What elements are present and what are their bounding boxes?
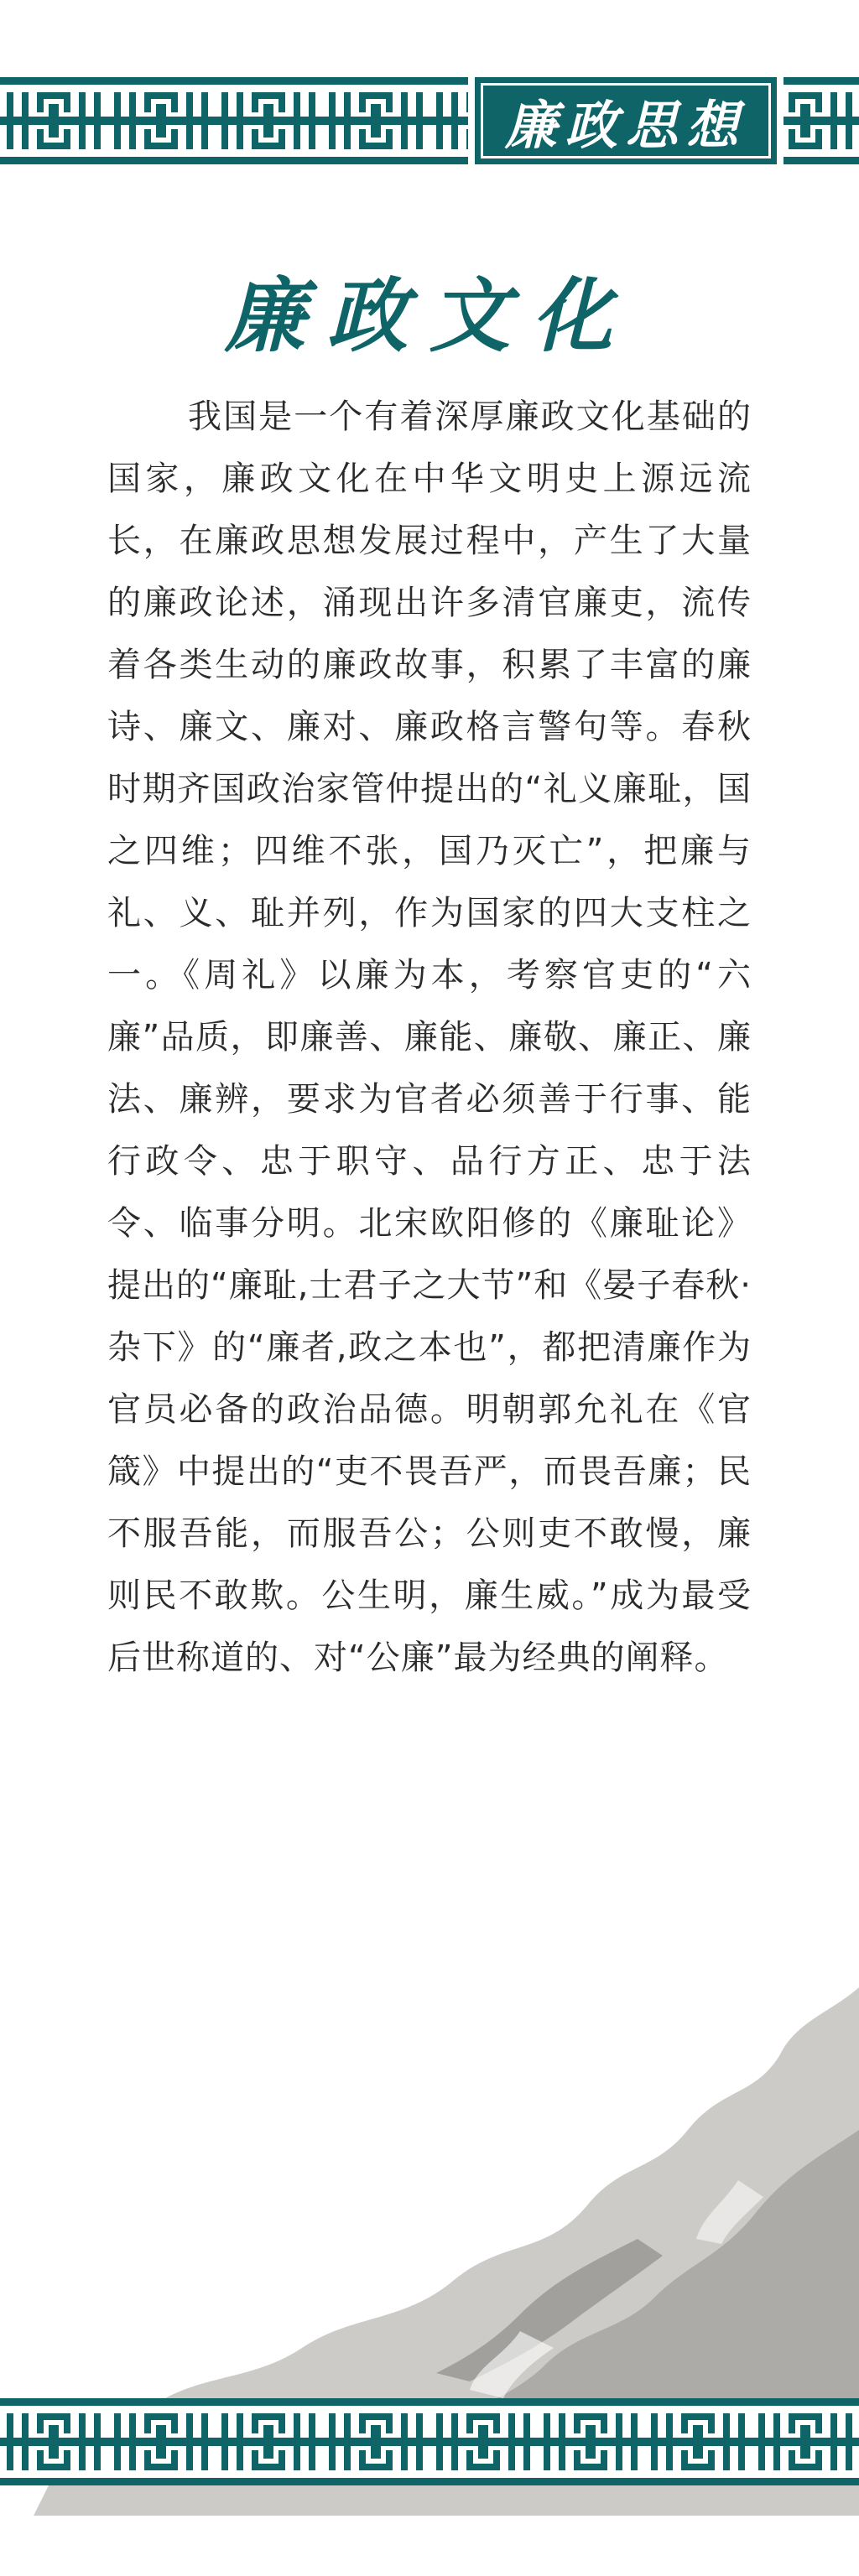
section-label: 廉政思想 [504, 94, 747, 156]
body-paragraph: 我国是一个有着深厚廉政文化基础的国家，廉政文化在中华文明史上源远流长，在廉政思想发展过程中，产生了大量的廉政论述，涌现出许多清官廉吏，流传着各类生动的廉政故事，积累了丰富的廉诗、廉文、廉对、廉政格言警句等。春秋时期齐国政治家管仲提出的“礼义廉耻，国之四维；四维不张，国乃灭亡”，把廉与礼、义、耻并列，作为国家的四大支柱之一。《周礼》以廉为本，考察官吏的“六廉”品质，即廉善、廉能、廉敬、廉正、廉法、廉辨，要求为官者必须善于行事、能行政令、忠于职守、品行方正、忠于法令、临事分明。北宋欧阳修的《廉耻论》提出的“廉耻,士君子之大节”和《晏子春秋·杂下》的“廉者,政之本也”，都把清廉作为官员必备的政治品德。明朝郭允礼在《官箴》中提出的“吏不畏吾严，而畏吾廉；民不服吾能，而服吾公；公则吏不敢慢，廉则民不敢欺。公生明，廉生威。”成为最受后世称道的、对“公廉”最为经典的阐释。 [107, 397, 752, 1677]
page-title: 廉政文化 [225, 268, 634, 363]
bottom-fretwork-border [0, 2398, 859, 2485]
header-label-box [468, 77, 784, 164]
